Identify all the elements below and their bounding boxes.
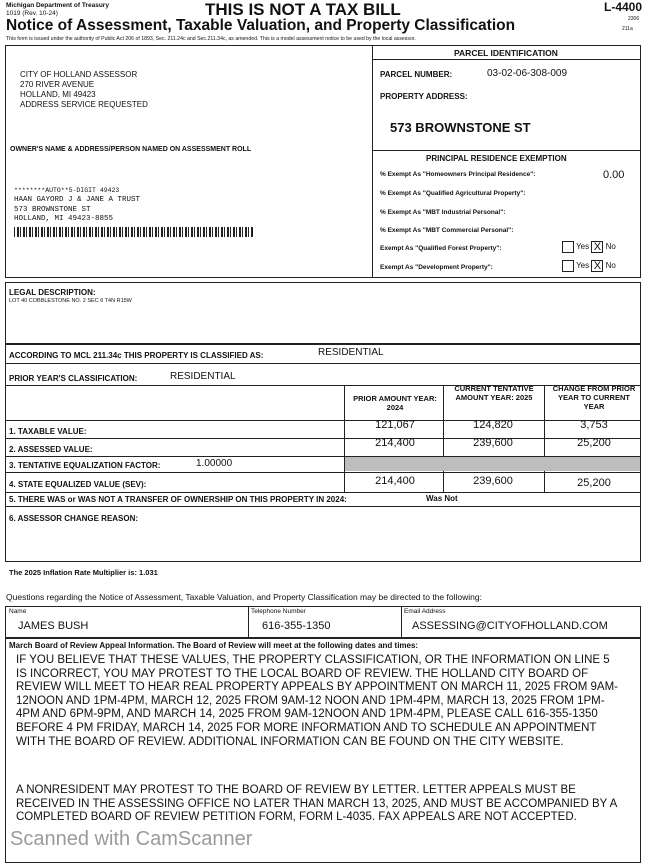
class-label: ACCORDING TO MCL 211.34c THIS PROPERTY IS CLASSIFIED AS:	[9, 351, 264, 360]
legal-box	[5, 282, 641, 344]
postal-barcode	[14, 227, 254, 237]
development-no-label: No	[605, 261, 616, 271]
board-heading: March Board of Review Appeal Information. The Board of Review will meet at the following dates and times:	[9, 641, 419, 650]
assessor-name: CITY OF HOLLAND ASSESSOR	[20, 70, 138, 79]
property-address: 573 BROWNSTONE ST	[390, 120, 531, 135]
parcel-number-label: PARCEL NUMBER:	[380, 70, 453, 79]
sev-prior: 214,400	[375, 475, 415, 487]
exemption-heading: PRINCIPAL RESIDENCE EXEMPTION	[426, 154, 567, 163]
development-options	[562, 260, 616, 272]
board-paragraph-2: A NONRESIDENT MAY PROTEST TO THE BOARD OF REVIEW BY LETTER. LETTER APPEALS MUST BE RECEIVED IN THE ASSESSING OFFICE NO LATER THAN MARCH 13, 2025, AND MUST BE ACCOMPANIED BY A COMPLETED BOARD OF REVIEW PETITION FORM, FORM L-4035. FAX APPEALS ARE NOT ACCEPTED.	[16, 784, 617, 824]
contact-email-label: Email Address	[404, 608, 446, 615]
class-value: RESIDENTIAL	[318, 347, 384, 358]
property-address-label: PROPERTY ADDRESS:	[380, 92, 468, 101]
taxable-prior: 121,067	[375, 419, 415, 431]
transfer-value: Was Not	[426, 494, 458, 503]
contact-email: ASSESSING@CITYOFHOLLAND.COM	[412, 620, 608, 632]
col-prior: PRIOR AMOUNT YEAR: 2024	[353, 394, 437, 412]
owner-line1: ********AUTO**5-DIGIT 49423	[14, 187, 120, 194]
contact-phone: 616-355-1350	[262, 620, 331, 632]
form-title: Notice of Assessment, Taxable Valuation, and Property Classification	[6, 17, 516, 34]
assessed-prior: 214,400	[375, 437, 415, 449]
row-assessed-label: 2. ASSESSED VALUE:	[9, 445, 93, 454]
development-yes-checkbox[interactable]	[562, 260, 574, 272]
mbt-commercial-label: % Exempt As "MBT Commercial Personal":	[380, 227, 514, 234]
form-code-b: 211a	[622, 26, 633, 32]
sev-current: 239,600	[473, 475, 513, 487]
assessor-street: 270 RIVER AVENUE	[20, 80, 95, 89]
row-taxable-label: 1. TAXABLE VALUE:	[9, 427, 87, 436]
development-no-checkbox[interactable]: X	[591, 260, 603, 272]
hpr-label: % Exempt As "Homeowners Principal Residence":	[380, 171, 536, 178]
development-yes-label: Yes	[576, 261, 590, 271]
inflation-rate: The 2025 Inflation Rate Multiplier is: 1.031	[9, 568, 158, 577]
contact-phone-label: Telephone Number	[251, 608, 306, 615]
hpr-value: 0.00	[603, 169, 625, 181]
contact-name: JAMES BUSH	[18, 620, 89, 632]
prior-class-value: RESIDENTIAL	[170, 371, 236, 382]
assessor-city: HOLLAND, MI 49423	[20, 90, 96, 99]
assessor-service: ADDRESS SERVICE REQUESTED	[20, 100, 148, 109]
row-transfer-label: 5. THERE WAS or WAS NOT A TRANSFER OF OWNERSHIP ON THIS PROPERTY IN 2024:	[9, 495, 347, 504]
forest-options	[562, 241, 616, 253]
forest-yes-label: Yes	[576, 242, 590, 252]
board-paragraph-1: IF YOU BELIEVE THAT THESE VALUES, THE PROPERTY CLASSIFICATION, OR THE INFORMATION ON LINE 5 IS INCORRECT, YOU MAY PROTEST TO THE LOCAL BOARD OF REVIEW. THE HOLLAND CITY BOARD OF REVIEW WILL MEET TO HEAR REAL PROPERTY APPEALS BY APPOINTMENT ON MARCH 11, 2025 FROM 9AM-12NOON AND 1PM-4PM, MARCH 12, 2025 FROM 9AM-12 NOON AND 1PM-4PM, MARCH 13, 2025 FROM 1PM-4PM AND 6PM-9PM, AND MARCH 14, 2025 FROM 9AM-12NOON AND 1PM-4PM, PLEASE CALL 616-355-1350 BEFORE 4 PM FRIDAY, MARCH 14, 2025 FOR MORE INFORMATION AND TO SCHEDULE AN APPOINTMENT WITH THE BOARD OF REVIEW. ADDITIONAL INFORMATION CAN BE FOUND ON THE CITY WEBSITE.	[16, 654, 619, 748]
mbt-industrial-label: % Exempt As "MBT Industrial Personal":	[380, 209, 506, 216]
parcel-heading: PARCEL IDENTIFICATION	[454, 48, 558, 58]
forest-yes-checkbox[interactable]	[562, 241, 574, 253]
form-code-a: 2306	[628, 16, 640, 22]
form-code: L-4400	[604, 0, 643, 14]
row-sev-label: 4. STATE EQUALIZED VALUE (SEV):	[9, 480, 147, 489]
owner-street: 573 BROWNSTONE ST	[14, 206, 91, 214]
not-tax-bill-banner: THIS IS NOT A TAX BILL	[205, 0, 401, 19]
row-change-reason-label: 6. ASSESSOR CHANGE REASON:	[9, 514, 139, 523]
prior-class-label: PRIOR YEAR'S CLASSIFICATION:	[9, 374, 138, 383]
camscanner-watermark: Scanned with CamScanner	[10, 828, 253, 850]
questions-text: Questions regarding the Notice of Assessment, Taxable Valuation, and Property Classification may be directed to the following:	[6, 592, 482, 602]
dept-name: Michigan Department of Treasury	[6, 2, 109, 9]
parcel-number: 03-02-06-308-009	[487, 68, 568, 79]
row-factor-label: 3. TENTATIVE EQUALIZATION FACTOR:	[9, 461, 161, 470]
col-current: CURRENT TENTATIVE AMOUNT YEAR: 2025	[454, 384, 534, 402]
forest-label: Exempt As "Qualified Forest Property":	[380, 245, 502, 252]
legal-text: LOT 40 COBBLESTONE NO. 2 SEC 6 T4N R15W	[9, 298, 132, 304]
assessed-change: 25,200	[577, 437, 611, 449]
owner-label: OWNER'S NAME & ADDRESS/PERSON NAMED ON ASSESSMENT ROLL	[10, 146, 252, 153]
form-number: 1019 (Rev. 10-24)	[6, 10, 58, 17]
factor-value: 1.00000	[196, 458, 233, 469]
taxable-current: 124,820	[473, 419, 513, 431]
col-change: CHANGE FROM PRIOR YEAR TO CURRENT YEAR	[552, 384, 636, 411]
legal-label: LEGAL DESCRIPTION:	[9, 288, 96, 297]
forest-no-checkbox[interactable]: X	[591, 241, 603, 253]
contact-name-label: Name	[9, 608, 27, 615]
form-authority: This form is issued under the authority of Public Act 206 of 1893, Sec. 211.24c and Sec.211.34c, as amended. This is a model assessment notice to be used by the local assessor.	[6, 36, 416, 42]
taxable-change: 3,753	[580, 419, 608, 431]
agri-label: % Exempt As "Qualified Agricultural Property":	[380, 190, 526, 197]
sev-change: 25,200	[577, 477, 611, 489]
development-label: Exempt As "Development Property":	[380, 264, 493, 271]
forest-no-label: No	[605, 242, 616, 252]
factor-shaded	[345, 457, 640, 471]
assessed-current: 239,600	[473, 437, 513, 449]
owner-name: HAAN GAYORD J & JANE A TRUST	[14, 196, 141, 204]
owner-city: HOLLAND, MI 49423-8855	[14, 215, 114, 223]
